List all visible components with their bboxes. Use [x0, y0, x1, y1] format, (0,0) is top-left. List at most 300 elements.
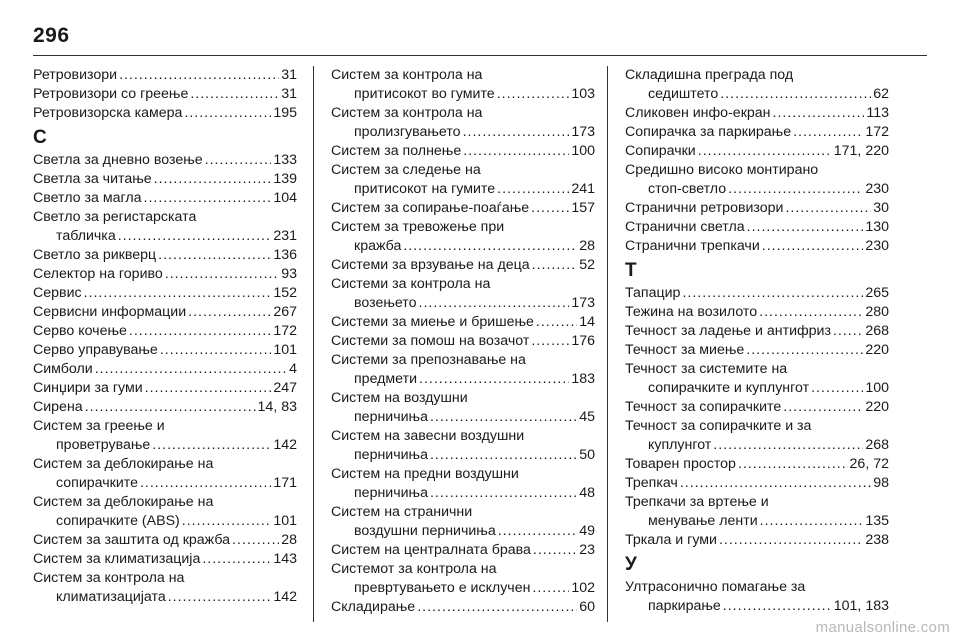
dot-leader — [190, 85, 279, 104]
index-entry — [33, 341, 297, 360]
index-entry — [33, 531, 297, 550]
index-entry — [331, 351, 595, 389]
index-entry-text: сопирачките (ABS) — [56, 513, 180, 529]
index-entry-text: Странични трепкачи — [625, 238, 760, 254]
index-entry-text: куплунгот — [648, 437, 712, 453]
index-page-ref: 172 — [865, 124, 889, 140]
dot-leader — [430, 408, 577, 427]
index-entry-text: стоп-светло — [648, 181, 727, 197]
dot-leader — [144, 189, 272, 208]
dot-leader — [463, 142, 569, 161]
index-entry-line — [625, 360, 889, 379]
index-entry — [33, 303, 297, 322]
index-entry — [625, 142, 889, 161]
dot-leader — [152, 436, 271, 455]
index-entry-line — [33, 189, 297, 208]
index-entry-text: Сирена — [33, 399, 83, 415]
index-entry — [331, 541, 595, 560]
index-entry-line — [625, 417, 889, 436]
index-page-ref: 103 — [571, 86, 595, 102]
dot-leader — [165, 265, 279, 284]
index-entry-line — [625, 237, 889, 256]
dot-leader — [119, 66, 279, 85]
index-entry-text: Систем на предни воздушни — [331, 466, 519, 482]
dot-leader — [682, 284, 863, 303]
index-entry — [625, 493, 889, 531]
index-entry-text: Системи за контрола на — [331, 276, 491, 292]
index-page-ref: 31 — [281, 86, 297, 102]
index-page-ref: 26, 72 — [849, 456, 889, 472]
index-entry-text: паркирање — [648, 598, 721, 614]
dot-leader — [762, 237, 864, 256]
index-entry — [625, 161, 889, 199]
index-entry-continuation — [33, 436, 297, 455]
index-page-ref: 230 — [865, 238, 889, 254]
index-entry-continuation — [331, 522, 595, 541]
index-entry — [331, 560, 595, 598]
index-entry-line — [625, 161, 889, 180]
index-entry-text: кражба — [354, 238, 402, 254]
index-entry-line — [331, 66, 595, 85]
index-entry-text: Систем за контрола на — [331, 67, 483, 83]
index-entry — [33, 189, 297, 208]
index-entry-continuation — [331, 85, 595, 104]
index-page-ref: 52 — [579, 257, 595, 273]
index-entry-text: Светла за дневно возење — [33, 152, 203, 168]
index-entry-text: Системи за врзување на деца — [331, 257, 530, 273]
dot-leader — [536, 313, 577, 332]
index-entry-line — [625, 578, 889, 597]
index-entry-line — [625, 303, 889, 322]
index-entry-line — [331, 218, 595, 237]
index-entry-text: Систем на завесни воздушни — [331, 428, 525, 444]
index-entry-text: Светла за читање — [33, 171, 152, 187]
index-entry — [625, 104, 889, 123]
index-page-ref: 238 — [865, 532, 889, 548]
section-letter: У — [625, 554, 637, 575]
index-entry — [33, 360, 297, 379]
index-entry-text: проветрување — [56, 437, 151, 453]
dot-leader — [719, 531, 863, 550]
index-page-ref: 195 — [273, 105, 297, 121]
index-entry-line — [33, 398, 297, 417]
index-entry-line — [33, 379, 297, 398]
index-entry-text: Складирање — [331, 599, 416, 615]
index-entry-text: Странични ретровизори — [625, 200, 784, 216]
index-entry — [625, 531, 889, 550]
index-entry-line — [331, 598, 595, 617]
index-entry-line — [331, 541, 595, 560]
dot-leader — [811, 379, 863, 398]
index-entry-line — [33, 322, 297, 341]
index-entry-text: Системи за помош на возачот — [331, 333, 530, 349]
index-entry-continuation — [625, 379, 889, 398]
index-page-ref: 45 — [579, 409, 595, 425]
index-entry-text: Светло за регистарската — [33, 209, 197, 225]
index-page-ref: 268 — [865, 437, 889, 453]
index-entry-text: воздушни перничиња — [354, 523, 496, 539]
index-entry-text: Систем за деблокирање на — [33, 456, 214, 472]
index-entry-text: Систем за контрола на — [331, 105, 483, 121]
index-entry-text: предмети — [354, 371, 418, 387]
index-page-ref: 183 — [571, 371, 595, 387]
index-entry — [331, 313, 595, 332]
index-entry-line — [331, 104, 595, 123]
index-entry — [33, 208, 297, 246]
index-page-ref: 60 — [579, 599, 595, 615]
index-entry-line — [331, 199, 595, 218]
index-entry — [33, 493, 297, 531]
dot-leader — [738, 455, 848, 474]
index-page-ref: 93 — [281, 266, 297, 282]
index-page-ref: 133 — [273, 152, 297, 168]
index-entry-line — [33, 104, 297, 123]
index-entry — [331, 503, 595, 541]
index-entry — [331, 142, 595, 161]
dot-leader — [773, 104, 865, 123]
index-entry-continuation — [331, 294, 595, 313]
index-entry-line — [33, 360, 297, 379]
dot-leader — [188, 303, 271, 322]
index-entry — [625, 218, 889, 237]
index-column-2 — [331, 66, 595, 617]
index-entry-continuation — [331, 408, 595, 427]
dot-leader — [168, 588, 272, 607]
index-entry-text: перничиња — [354, 409, 428, 425]
index-entry-text: Тркала и гуми — [625, 532, 717, 548]
index-page-ref: 135 — [865, 513, 889, 529]
index-column-1 — [33, 66, 297, 607]
dot-leader — [118, 227, 272, 246]
index-page-ref: 171, 220 — [833, 143, 889, 159]
index-entry-line — [331, 142, 595, 161]
index-page-ref: 113 — [866, 105, 889, 121]
dot-leader — [232, 531, 279, 550]
index-entry-text: Систем на централната брава — [331, 542, 531, 558]
index-entry-text: Сопирачка за паркирање — [625, 124, 792, 140]
index-entry — [625, 199, 889, 218]
index-entry-text: Сликовен инфо-екран — [625, 105, 771, 121]
index-entry-line — [331, 313, 595, 332]
index-entry-line — [625, 322, 889, 341]
index-entry-text: Систем за тревожење при — [331, 219, 505, 235]
dot-leader — [728, 180, 863, 199]
index-entry-text: Системи за препознавање на — [331, 352, 526, 368]
index-entry-text: притисокот во гумите — [354, 86, 495, 102]
index-page-ref: 265 — [865, 285, 889, 301]
index-page-ref: 100 — [571, 143, 595, 159]
index-entry-text: Тапацир — [625, 285, 681, 301]
dot-leader — [833, 322, 863, 341]
index-entry-line — [33, 531, 297, 550]
index-entry-text: Системи за миење и бришење — [331, 314, 534, 330]
index-page-ref: 172 — [273, 323, 297, 339]
index-entry-text: превртувањето е исклучен — [354, 580, 531, 596]
index-entry-line — [625, 104, 889, 123]
dot-leader — [531, 332, 569, 351]
index-entry-line — [33, 208, 297, 227]
index-page-ref: 220 — [865, 399, 889, 415]
index-entry-text: Течност за миење — [625, 342, 745, 358]
dot-leader — [723, 597, 832, 616]
index-entry-text: притисокот на гумите — [354, 181, 496, 197]
index-entry-text: Сервис — [33, 285, 82, 301]
index-entry — [625, 360, 889, 398]
index-page-ref: 100 — [865, 380, 889, 396]
index-entry-continuation — [33, 588, 297, 607]
index-entry — [331, 104, 595, 142]
section-letter: Т — [625, 260, 637, 281]
index-page-ref: 247 — [273, 380, 297, 396]
index-entry — [33, 85, 297, 104]
index-entry — [33, 104, 297, 123]
index-entry-continuation — [331, 180, 595, 199]
index-entry — [331, 199, 595, 218]
index-columns — [33, 66, 927, 626]
dot-leader — [760, 512, 864, 531]
index-entry-text: Течност за ладење и антифриз — [625, 323, 831, 339]
index-entry-text: Ретровизори — [33, 67, 118, 83]
index-page-ref: 241 — [571, 181, 595, 197]
index-entry-line — [625, 218, 889, 237]
index-entry-text: климатизацијата — [56, 589, 166, 605]
dot-leader — [430, 484, 577, 503]
index-entry-line — [33, 455, 297, 474]
index-entry-continuation — [33, 474, 297, 493]
dot-leader — [430, 446, 577, 465]
index-entry — [331, 66, 595, 104]
dot-leader — [85, 398, 256, 417]
index-page-ref: 143 — [273, 551, 297, 567]
dot-leader — [419, 294, 570, 313]
column-divider — [313, 66, 314, 622]
index-entry — [625, 66, 889, 104]
index-page-ref: 48 — [579, 485, 595, 501]
index-entry-line — [331, 351, 595, 370]
index-entry-line — [33, 569, 297, 588]
index-entry — [33, 66, 297, 85]
index-entry-text: Серво управување — [33, 342, 158, 358]
index-entry — [625, 322, 889, 341]
index-entry-continuation — [625, 512, 889, 531]
index-entry-line — [331, 275, 595, 294]
index-page-ref: 62 — [873, 86, 889, 102]
dot-leader — [154, 170, 272, 189]
index-entry-line — [331, 503, 595, 522]
index-entry-line — [33, 417, 297, 436]
dot-leader — [463, 123, 570, 142]
index-entry-line — [33, 550, 297, 569]
index-entry-text: Трепкачи за вртење и — [625, 494, 769, 510]
index-entry — [331, 465, 595, 503]
index-entry-line — [331, 427, 595, 446]
index-entry-text: Сервисни информации — [33, 304, 187, 320]
index-entry-text: Светло за магла — [33, 190, 142, 206]
index-entry-text: Странични светла — [625, 219, 745, 235]
index-entry-line — [33, 493, 297, 512]
dot-leader — [140, 474, 271, 493]
index-entry — [331, 275, 595, 313]
index-entry — [331, 256, 595, 275]
dot-leader — [160, 341, 272, 360]
dot-leader — [158, 246, 271, 265]
index-page-ref: 101 — [273, 342, 297, 358]
section-letter: С — [33, 127, 47, 148]
index-entry-text: Складишна преграда под — [625, 67, 794, 83]
index-entry-text: Систем на странични — [331, 504, 473, 520]
index-entry-continuation — [331, 237, 595, 256]
index-page-ref: 28 — [579, 238, 595, 254]
index-entry-line — [625, 142, 889, 161]
index-entry — [331, 218, 595, 256]
index-entry-line — [625, 455, 889, 474]
dot-leader — [205, 151, 272, 170]
index-entry-text: пролизгувањето — [354, 124, 461, 140]
dot-leader — [84, 284, 272, 303]
dot-leader — [498, 522, 578, 541]
index-entry-text: Систем за греење и — [33, 418, 165, 434]
dot-leader — [533, 541, 577, 560]
index-entry-text: Систем за деблокирање на — [33, 494, 214, 510]
watermark: manualsonline.com — [815, 619, 950, 636]
index-page-ref: 157 — [571, 200, 595, 216]
index-entry-text: Течност за сопирачките и за — [625, 418, 812, 434]
index-entry-line — [331, 161, 595, 180]
index-page-ref: 14 — [579, 314, 595, 330]
index-page-ref: 231 — [273, 228, 297, 244]
index-entry-text: табличка — [56, 228, 116, 244]
index-page-ref: 30 — [873, 200, 889, 216]
dot-leader — [793, 123, 863, 142]
index-entry-line — [33, 246, 297, 265]
index-entry-line — [33, 66, 297, 85]
index-entry-text: Ретровизорска камера — [33, 105, 183, 121]
index-page-ref: 130 — [865, 219, 889, 235]
index-page-ref: 280 — [865, 304, 889, 320]
index-page-ref: 98 — [873, 475, 889, 491]
index-entry-text: Синџири за гуми — [33, 380, 143, 396]
index-entry-line — [625, 66, 889, 85]
index-entry — [33, 151, 297, 170]
index-entry — [625, 303, 889, 322]
dot-leader — [680, 474, 871, 493]
index-page-ref: 173 — [571, 295, 595, 311]
index-entry-continuation — [331, 446, 595, 465]
dot-leader — [783, 398, 863, 417]
index-entry-text: Систем за контрола на — [33, 570, 185, 586]
index-entry-line — [33, 303, 297, 322]
index-entry-text: сопирачките и куплунгот — [648, 380, 810, 396]
dot-leader — [145, 379, 272, 398]
index-entry-continuation — [625, 597, 889, 616]
index-entry-line — [331, 465, 595, 484]
index-entry-text: Средишно високо монтирано — [625, 162, 819, 178]
page-number: 296 — [33, 24, 70, 47]
index-page-ref: 31 — [281, 67, 297, 83]
index-entry-line — [331, 560, 595, 579]
dot-leader — [497, 180, 569, 199]
dot-leader — [202, 550, 271, 569]
index-entry-line — [33, 170, 297, 189]
index-page-ref: 173 — [571, 124, 595, 140]
index-entry — [625, 398, 889, 417]
index-entry — [625, 474, 889, 493]
index-page-ref: 4 — [289, 361, 297, 377]
index-entry-continuation — [625, 180, 889, 199]
index-entry-continuation — [625, 436, 889, 455]
index-entry-line — [33, 151, 297, 170]
header-rule — [33, 55, 927, 56]
index-entry-text: Ретровизори со греење — [33, 86, 189, 102]
index-page-ref: 142 — [273, 437, 297, 453]
dot-leader — [129, 322, 271, 341]
index-entry — [33, 322, 297, 341]
index-entry-text: Ултрасонично помагање за — [625, 579, 806, 595]
index-entry — [33, 265, 297, 284]
index-entry — [331, 389, 595, 427]
index-entry-text: Систем за климатизација — [33, 551, 201, 567]
dot-leader — [785, 199, 871, 218]
index-entry-text: Систем за сопирање-поаѓање — [331, 200, 530, 216]
index-entry-text: Селектор на гориво — [33, 266, 163, 282]
index-entry — [33, 569, 297, 607]
index-entry — [625, 417, 889, 455]
index-entry-continuation — [331, 579, 595, 598]
index-entry-continuation — [331, 123, 595, 142]
index-page-ref: 136 — [273, 247, 297, 263]
index-entry-line — [625, 199, 889, 218]
dot-leader — [747, 218, 864, 237]
dot-leader — [746, 341, 863, 360]
column-divider — [607, 66, 608, 622]
index-entry-continuation — [33, 512, 297, 531]
index-entry — [625, 341, 889, 360]
index-entry-text: Трепкач — [625, 475, 678, 491]
index-page-ref: 28 — [281, 532, 297, 548]
index-page-ref: 104 — [273, 190, 297, 206]
dot-leader — [417, 598, 577, 617]
index-page-ref: 101 — [273, 513, 297, 529]
index-entry-line — [625, 341, 889, 360]
index-page-ref: 176 — [571, 333, 595, 349]
index-page-ref: 267 — [273, 304, 297, 320]
index-entry-text: сопирачките — [56, 475, 138, 491]
index-entry-line — [625, 493, 889, 512]
index-page-ref: 139 — [273, 171, 297, 187]
index-entry — [625, 578, 889, 616]
index-entry — [625, 455, 889, 474]
index-entry-line — [33, 265, 297, 284]
index-entry-text: Симболи — [33, 361, 93, 377]
dot-leader — [759, 303, 863, 322]
index-entry-line — [33, 85, 297, 104]
index-entry-line — [625, 123, 889, 142]
index-entry-line — [625, 531, 889, 550]
dot-leader — [531, 199, 569, 218]
index-entry-text: Течност за сопирачките — [625, 399, 782, 415]
dot-leader — [184, 104, 271, 123]
index-entry — [33, 417, 297, 455]
index-entry-text: Товарен простор — [625, 456, 736, 472]
index-entry-line — [625, 398, 889, 417]
dot-leader — [713, 436, 863, 455]
index-entry-text: Систем на воздушни — [331, 390, 468, 406]
index-page-ref: 101, 183 — [833, 598, 889, 614]
index-entry-line — [33, 284, 297, 303]
index-entry-text: Течност за системите на — [625, 361, 788, 377]
index-entry — [331, 161, 595, 199]
index-page-ref: 49 — [579, 523, 595, 539]
